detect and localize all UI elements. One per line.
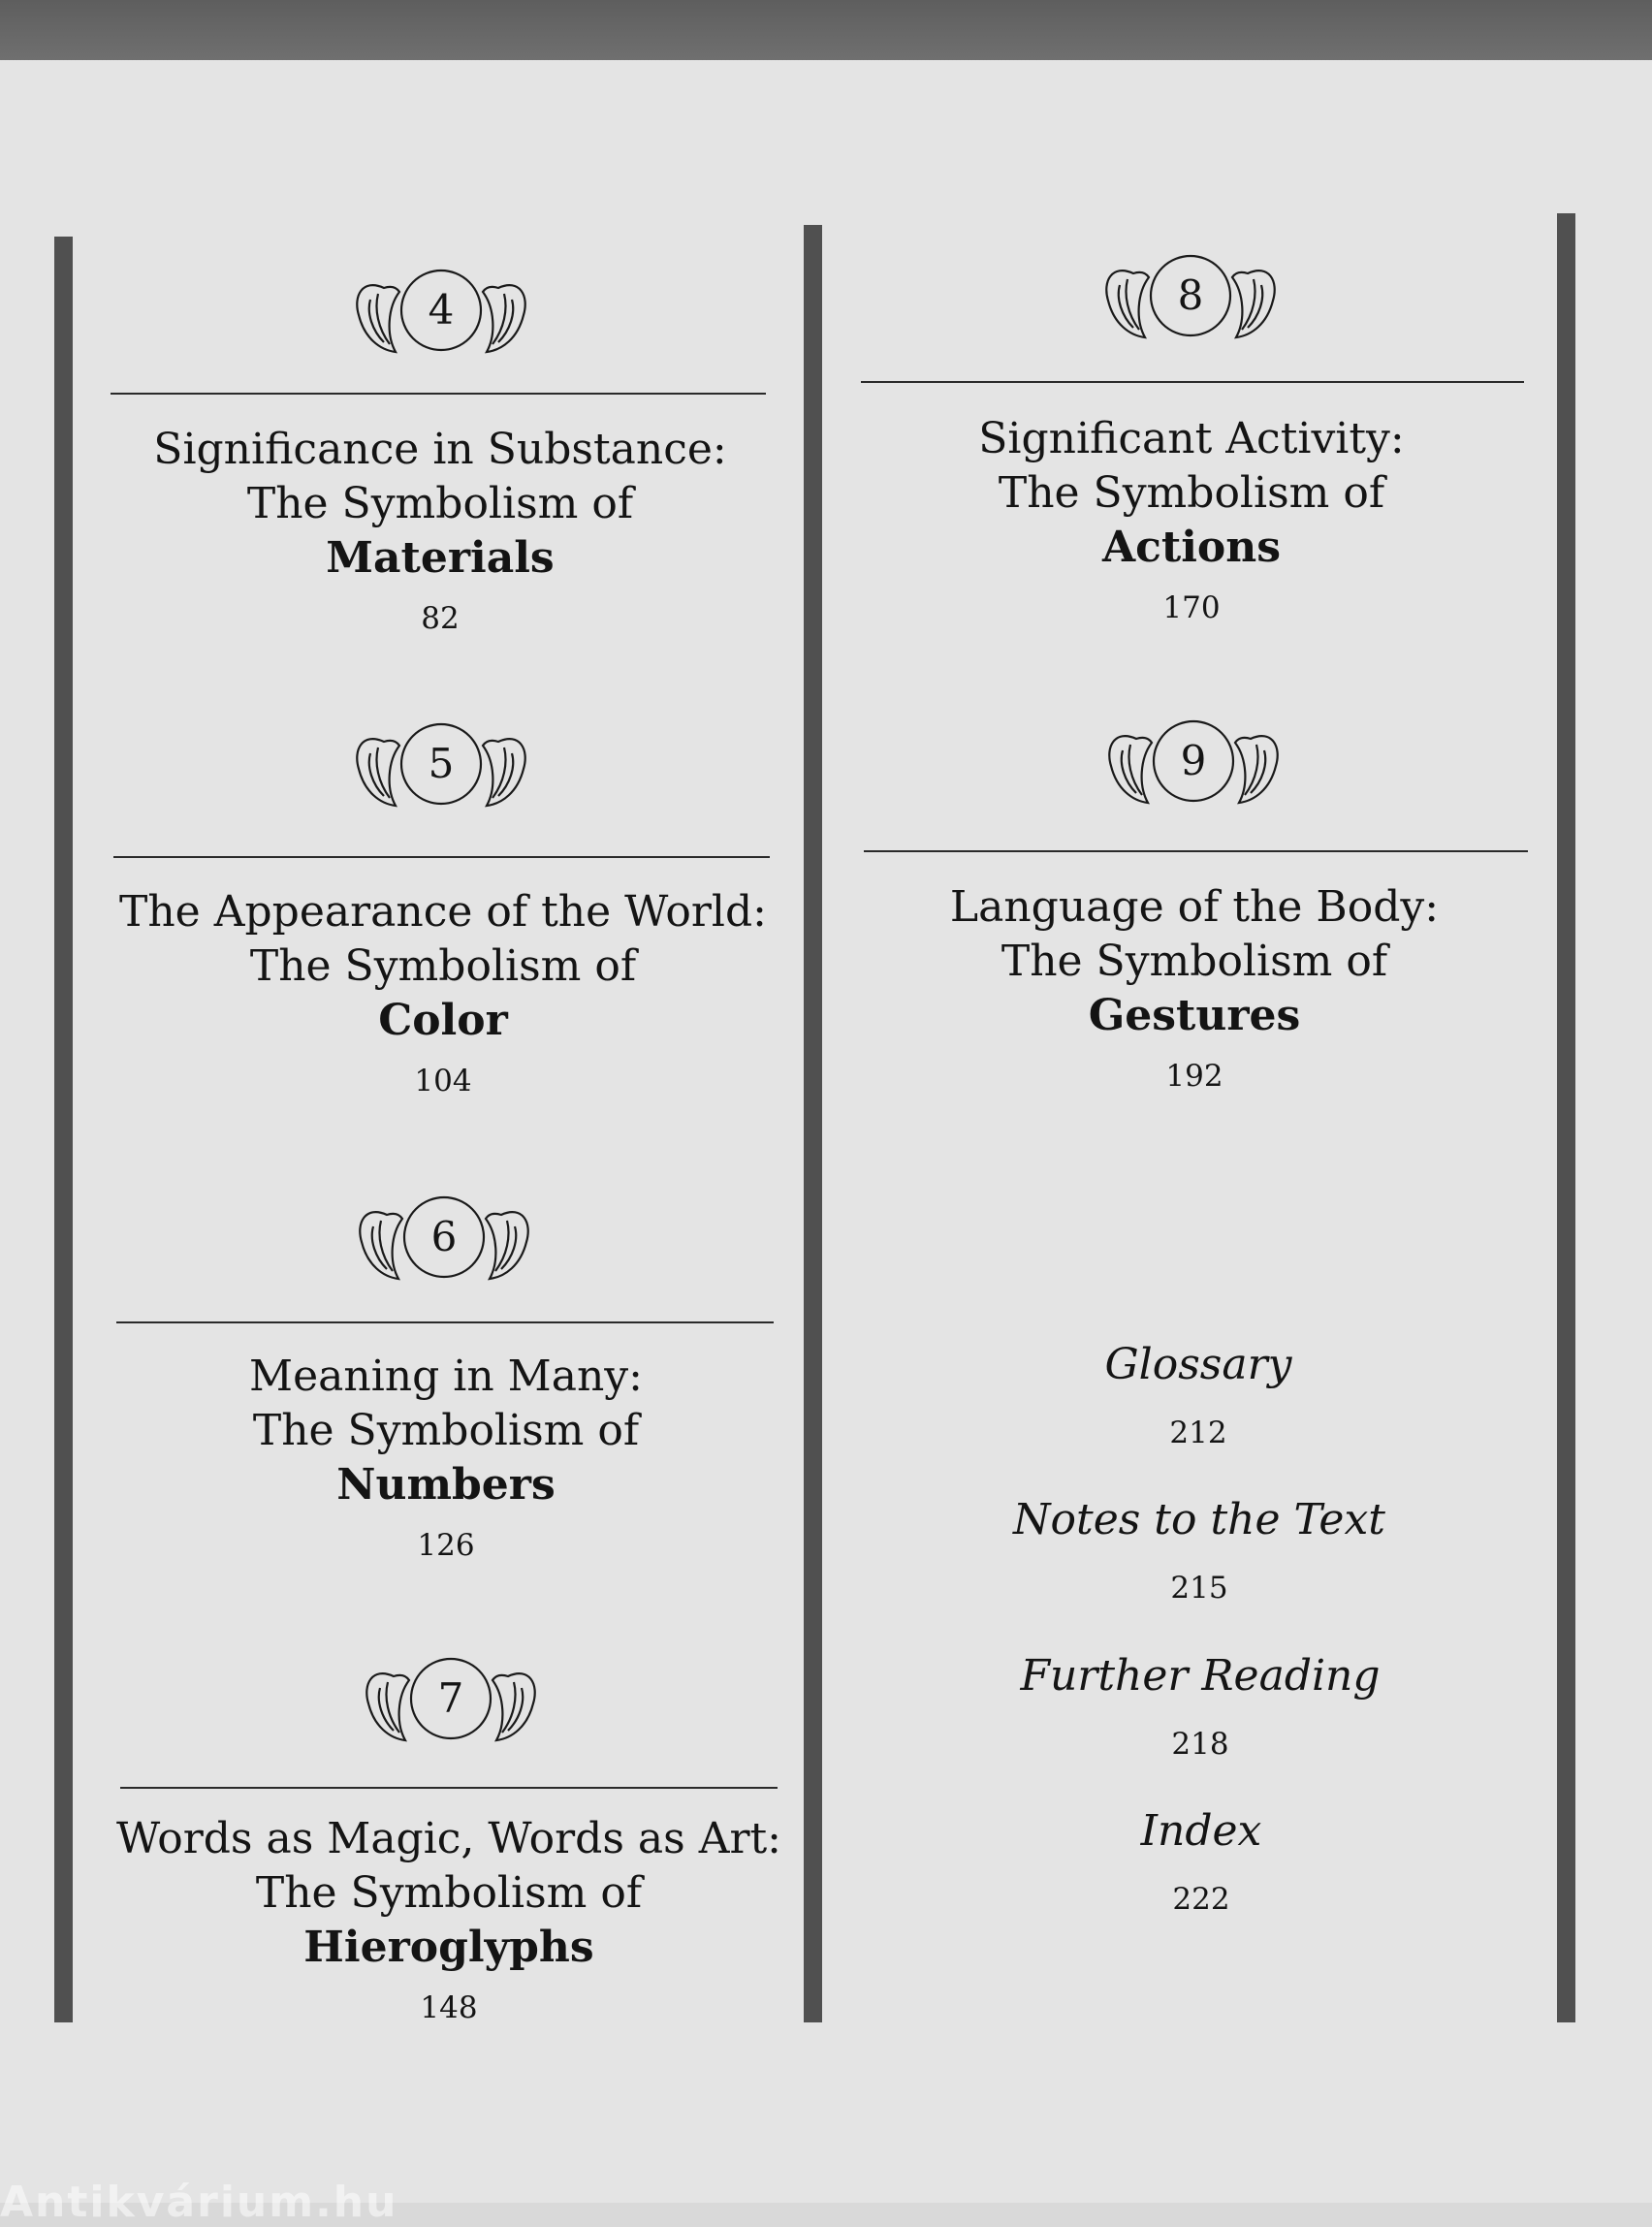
chapter-emblem-8 <box>1098 242 1283 349</box>
chapter-emblem-4 <box>349 257 533 364</box>
chapter-subject: Numbers <box>336 1460 556 1510</box>
chapter-subject: Gestures <box>1088 991 1301 1040</box>
rule-chapter-7 <box>120 1787 778 1789</box>
chapter-title: Significant Activity: <box>978 414 1405 463</box>
chapter-subtitle: The Symbolism of <box>998 468 1385 518</box>
rule-chapter-8 <box>861 381 1524 383</box>
page-number: 192 <box>1165 1059 1223 1094</box>
chapter-subject: Actions <box>1101 523 1282 572</box>
rule-chapter-6 <box>116 1321 774 1323</box>
page-number: 170 <box>1162 590 1221 625</box>
chapter-title: Significance in Substance: <box>153 425 727 474</box>
toc-entry-chapter-8[interactable] <box>842 412 1541 627</box>
chapter-emblem-5 <box>349 711 533 817</box>
chapter-emblem-6 <box>352 1184 536 1290</box>
chapter-number: 4 <box>428 286 455 334</box>
page-number: 218 <box>1171 1727 1229 1762</box>
page-number: 212 <box>1169 1416 1227 1450</box>
right-bar <box>1557 213 1575 2022</box>
watermark: Antikvárium.hu <box>0 2178 398 2227</box>
chapter-subtitle: The Symbolism of <box>255 1868 643 1918</box>
toc-entry-chapter-4[interactable] <box>91 423 789 638</box>
page-number: 148 <box>420 1990 478 2025</box>
page-number: 215 <box>1170 1571 1228 1606</box>
back-matter-title: Index <box>1140 1806 1262 1856</box>
toc-entry-chapter-5[interactable] <box>94 885 792 1100</box>
page-number: 126 <box>417 1528 475 1563</box>
chapter-title: Words as Magic, Words as Art: <box>115 1814 782 1863</box>
chapter-subtitle: The Symbolism of <box>246 479 634 528</box>
chapter-subject: Color <box>378 996 508 1045</box>
back-matter-title: Glossary <box>1104 1340 1292 1389</box>
left-bar <box>54 237 73 2022</box>
chapter-title: The Appearance of the World: <box>119 887 767 937</box>
chapter-subtitle: The Symbolism of <box>252 1406 640 1455</box>
chapter-number: 8 <box>1177 271 1204 319</box>
toc-entry-notes[interactable] <box>908 1493 1490 1607</box>
page-number: 222 <box>1172 1882 1230 1917</box>
chapter-number: 5 <box>428 740 455 787</box>
toc-entry-chapter-7[interactable] <box>100 1812 798 2027</box>
rule-chapter-9 <box>864 850 1528 852</box>
chapter-subject: Hieroglyphs <box>303 1923 594 1972</box>
middle-bar <box>804 225 822 2022</box>
chapter-emblem-9 <box>1101 708 1286 814</box>
chapter-subtitle: The Symbolism of <box>249 941 637 991</box>
toc-entry-glossary[interactable] <box>907 1338 1489 1452</box>
rule-chapter-5 <box>113 856 770 858</box>
back-matter-title: Further Reading <box>1020 1651 1381 1701</box>
rule-chapter-4 <box>111 393 766 395</box>
chapter-subtitle: The Symbolism of <box>1001 937 1388 986</box>
toc-entry-further-reading[interactable] <box>909 1649 1491 1764</box>
chapter-subject: Materials <box>326 533 555 583</box>
chapter-emblem-7 <box>359 1645 543 1752</box>
toc-entry-chapter-9[interactable] <box>845 880 1543 1096</box>
page-number: 82 <box>421 601 460 636</box>
chapter-title: Meaning in Many: <box>249 1352 643 1401</box>
toc-entry-index[interactable] <box>910 1804 1492 1919</box>
toc-entry-chapter-6[interactable] <box>97 1350 795 1565</box>
page-number: 104 <box>414 1064 472 1098</box>
chapter-number: 7 <box>437 1674 464 1722</box>
back-matter-title: Notes to the Text <box>1013 1495 1385 1544</box>
chapter-number: 9 <box>1180 737 1207 784</box>
chapter-title: Language of the Body: <box>949 882 1440 932</box>
chapter-number: 6 <box>430 1213 458 1260</box>
